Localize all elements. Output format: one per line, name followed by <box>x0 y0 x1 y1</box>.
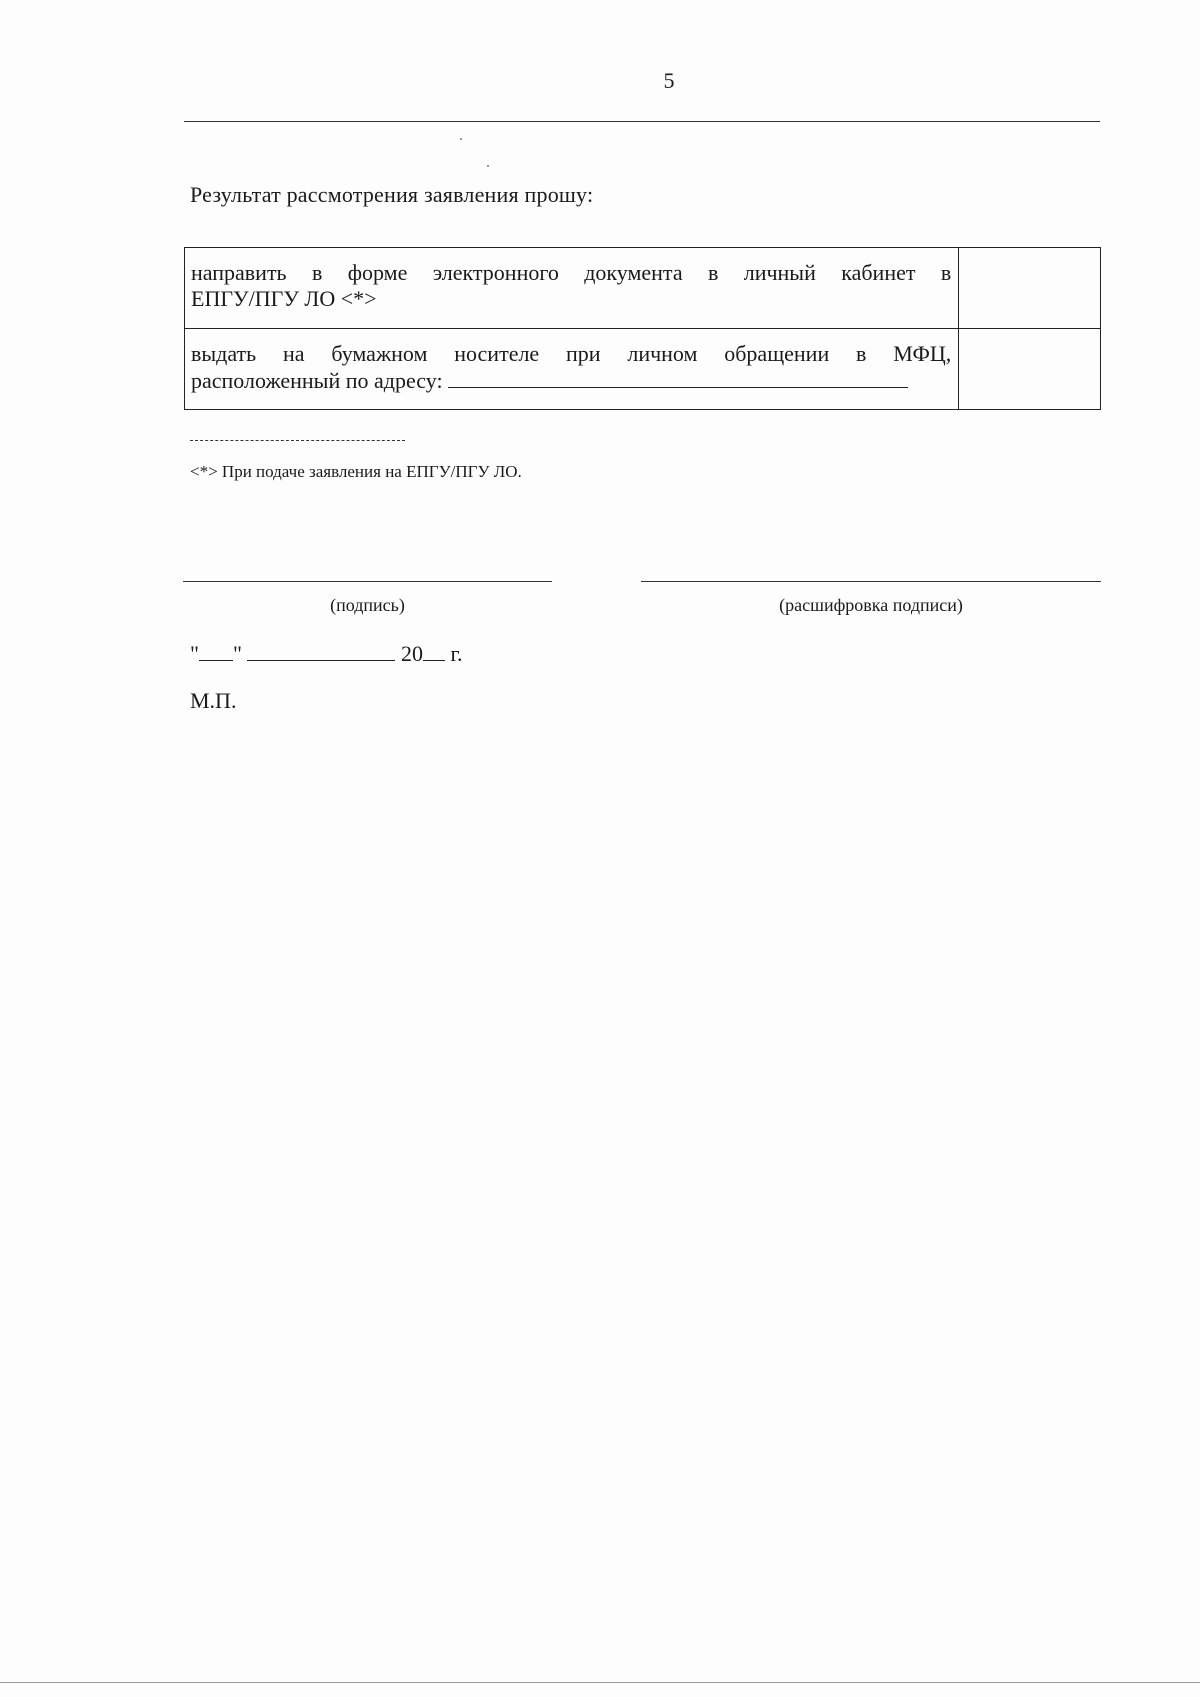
scan-speck <box>460 138 462 140</box>
date-close-quote: " <box>232 641 242 666</box>
option-checkbox-electronic[interactable] <box>959 248 1101 329</box>
scan-bottom-edge <box>0 1682 1200 1683</box>
date-year-blank[interactable] <box>423 640 445 661</box>
date-day-blank[interactable] <box>199 640 233 661</box>
date-line <box>190 640 463 667</box>
date-month-blank[interactable] <box>247 640 395 661</box>
option-paper-line2: расположенный по адресу: <box>191 368 443 393</box>
page-number: 5 <box>663 68 675 93</box>
signature-caption: (подпись) <box>330 595 405 615</box>
signature-transcript-line[interactable] <box>641 581 1101 582</box>
scan-speck <box>487 165 489 167</box>
option-row-electronic <box>185 248 1101 329</box>
signature-line[interactable] <box>183 581 552 582</box>
footnote-separator <box>190 440 405 441</box>
header-rule <box>184 121 1100 122</box>
option-text-paper <box>185 329 959 410</box>
footnote-text: <*> При подаче заявления на ЕПГУ/ПГУ ЛО. <box>190 462 522 481</box>
signature-transcript-caption: (расшифровка подписи) <box>779 595 963 615</box>
option-row-paper <box>185 329 1101 410</box>
address-blank-line[interactable] <box>448 367 908 388</box>
option-paper-line2-wrap <box>191 367 951 394</box>
stamp-place-label: М.П. <box>190 688 237 713</box>
date-open-quote: " <box>190 641 199 666</box>
date-year-suffix: г. <box>450 641 463 666</box>
delivery-options-table <box>184 247 1101 410</box>
option-checkbox-paper[interactable] <box>959 329 1101 410</box>
option-paper-line1: выдать на бумажном носителе при личном обращении в МФЦ, <box>191 341 952 366</box>
option-electronic-line1: направить в форме электронного документа в личный кабинет в <box>191 260 952 285</box>
date-year-prefix: 20 <box>400 641 423 666</box>
option-text-electronic <box>185 248 959 329</box>
intro-text: Результат рассмотрения заявления прошу: <box>190 182 594 207</box>
option-electronic-line2: ЕПГУ/ПГУ ЛО <*> <box>191 286 377 311</box>
